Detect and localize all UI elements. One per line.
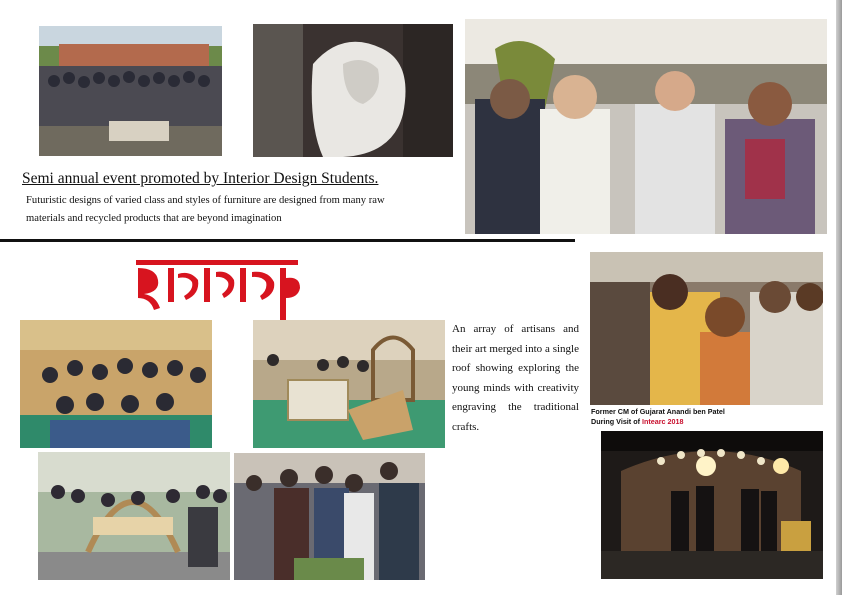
section-divider [0,239,575,242]
furniture-exhibit-photo [253,320,445,448]
arch-installation-photo [38,452,230,580]
team-indoor-photo [20,320,212,448]
group-photo-outdoor [39,26,222,156]
photo-caption [591,407,725,426]
caption-line1: Former CM of Gujarat Anandi ben Patel [591,407,725,416]
exhibition-visitors-photo [465,19,827,234]
event-heading: Semi annual event promoted by Interior Design Students. [22,170,379,187]
artisans-text: An array of artisans and their art merged into a single roof showing exploring the young minds with creativity engraving the traditional crafts. [452,323,579,433]
hand-sculpture-photo [253,24,453,157]
event-description: Futuristic designs of varied class and styles of furniture are designed from many raw materials and recycled products that are beyond imagination [26,195,385,224]
guest-visit-photo [590,252,823,405]
caption-event-name: Intearc 2018 [641,416,684,426]
crowd-discussion-photo [234,453,425,580]
caption-line2 [591,417,725,427]
page-edge-shadow [836,0,842,595]
night-stall-photo [601,431,823,579]
caption-line2-prefix: During Visit of [591,416,642,426]
